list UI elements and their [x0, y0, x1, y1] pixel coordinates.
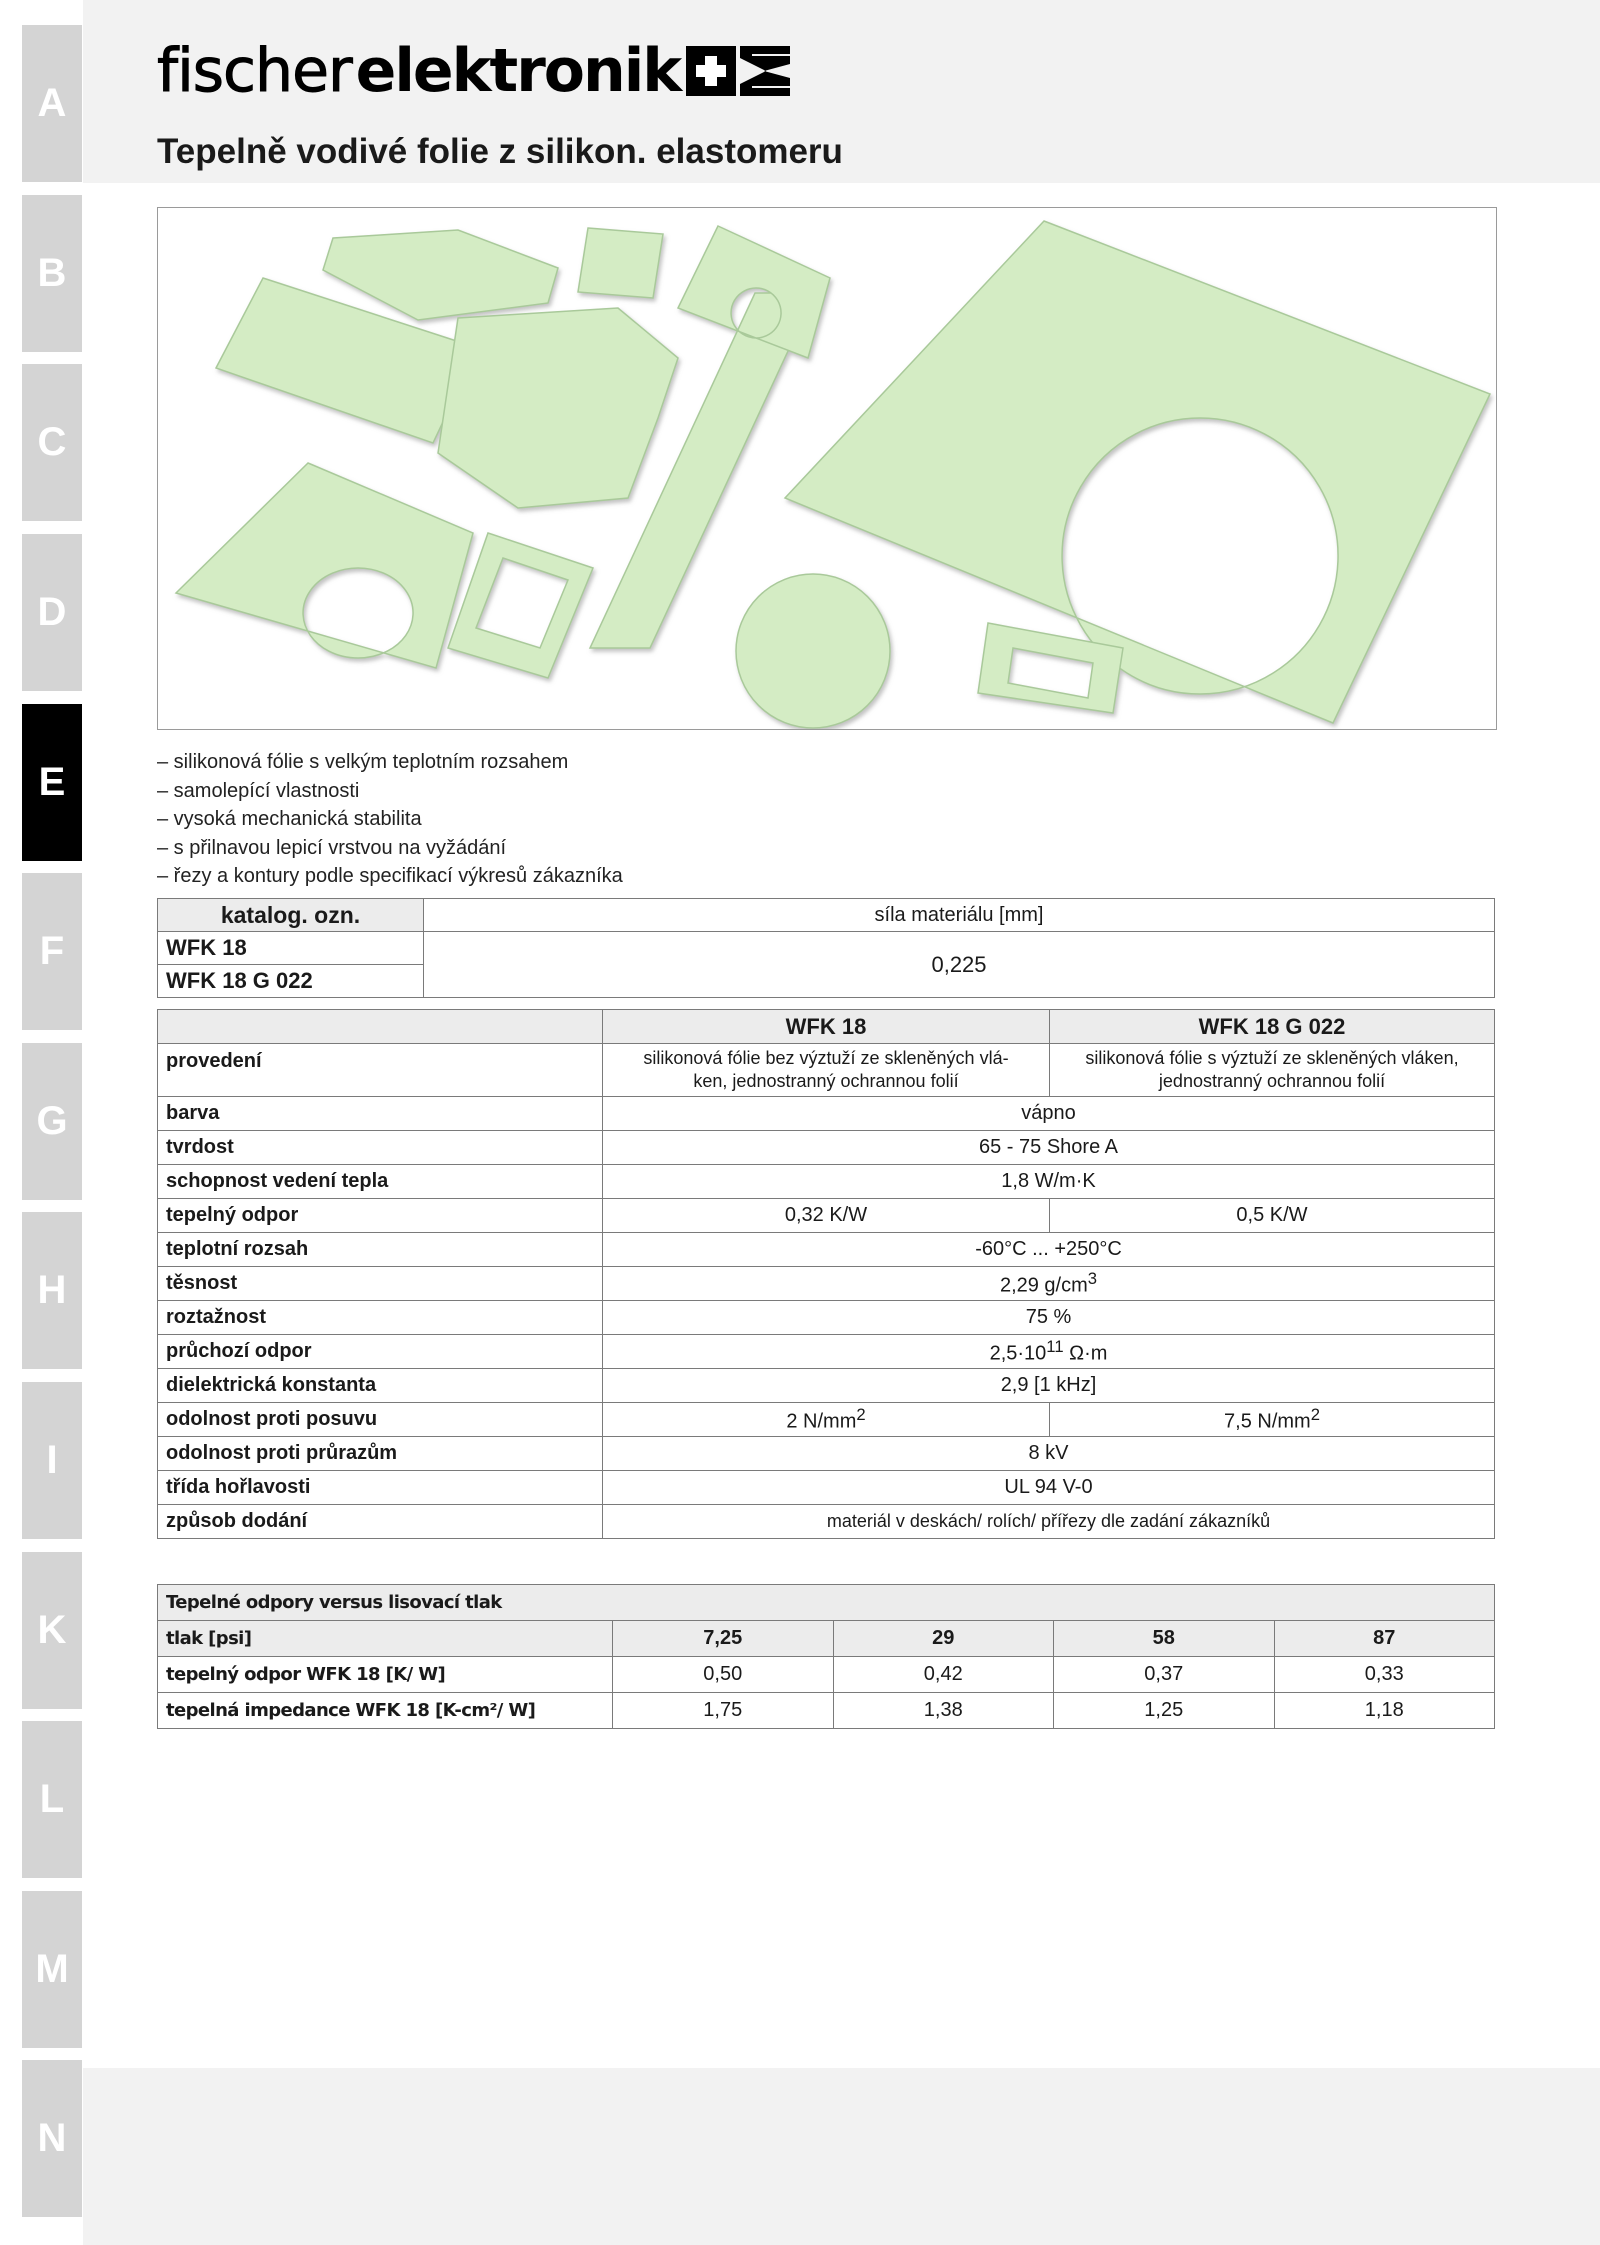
spec-label: průchozí odpor — [158, 1335, 603, 1369]
thermal-pads-illustration — [158, 208, 1496, 729]
spec-value-sup: 11 — [1046, 1337, 1064, 1357]
tab-e[interactable]: E — [22, 704, 82, 861]
tab-k[interactable]: K — [22, 1552, 82, 1709]
spec-label: tvrdost — [158, 1131, 603, 1165]
product-photo — [157, 207, 1497, 730]
spec-label: způsob dodání — [158, 1505, 603, 1539]
spec-table — [157, 1009, 1495, 1539]
spec-corner — [158, 1010, 603, 1044]
spec-value — [1050, 1044, 1495, 1097]
impedance-value: 1,18 — [1274, 1693, 1495, 1729]
spec-value: vápno — [603, 1097, 1495, 1131]
feature-item: – vysoká mechanická stabilita — [157, 808, 422, 830]
tab-g[interactable]: G — [22, 1043, 82, 1200]
tab-h[interactable]: H — [22, 1212, 82, 1369]
feature-item: – samolepící vlastnosti — [157, 779, 360, 802]
page-title: Tepelně vodivé folie z silikon. elastomeru — [157, 132, 843, 171]
catalog-header: katalog. ozn. — [158, 899, 424, 932]
pressure-label: tlak [psi] — [158, 1621, 613, 1657]
spec-value-line: silikonová fólie bez výztuží ze skleněných vlá- — [643, 1048, 1009, 1068]
resistance-value: 0,33 — [1274, 1657, 1495, 1693]
tab-d[interactable]: D — [22, 534, 82, 691]
spec-value: 8 kV — [603, 1437, 1495, 1471]
spec-value — [603, 1335, 1495, 1369]
feature-item: – silikonová fólie s velkým teplotním rozsahem — [157, 751, 569, 773]
tab-i[interactable]: I — [22, 1382, 82, 1539]
tab-n[interactable]: N — [22, 2060, 82, 2217]
feature-item: – s přilnavou lepicí vrstvou na vyžádání — [157, 836, 507, 859]
impedance-value: 1,75 — [613, 1693, 834, 1729]
spec-value: 2,9 [1 kHz] — [603, 1369, 1495, 1403]
spec-value — [603, 1403, 1050, 1437]
spec-value-base: 7,5 N/mm — [1224, 1410, 1311, 1433]
spec-value-line: silikonová fólie s výztuží ze skleněných vláken, — [1085, 1048, 1459, 1068]
spec-label: teplotní rozsah — [158, 1233, 603, 1267]
pressure-value: 58 — [1054, 1621, 1275, 1657]
pressure-table-title: Tepelné odpory versus lisovací tlak — [158, 1585, 1495, 1621]
catalog-item: WFK 18 — [158, 932, 424, 965]
resistance-label: tepelný odpor WFK 18 [K/ W] — [158, 1657, 613, 1693]
spec-value-base: 2,5·10 — [989, 1342, 1047, 1365]
spec-label: dielektrická konstanta — [158, 1369, 603, 1403]
spec-label: tepelný odpor — [158, 1199, 603, 1233]
spec-value — [1050, 1403, 1495, 1437]
spec-value — [603, 1267, 1495, 1301]
spec-label: třída hořlavosti — [158, 1471, 603, 1505]
spec-value-tail: Ω·m — [1063, 1342, 1108, 1365]
spec-col-wfk18g022: WFK 18 G 022 — [1050, 1010, 1495, 1044]
impedance-label: tepelná impedance WFK 18 [K-cm²/ W] — [158, 1693, 613, 1729]
spec-label: schopnost vedení tepla — [158, 1165, 603, 1199]
feature-list — [157, 748, 623, 891]
spec-label: provedení — [158, 1044, 603, 1097]
spec-value-sup: 3 — [1087, 1269, 1098, 1289]
spec-value: -60°C ... +250°C — [603, 1233, 1495, 1267]
spec-col-wfk18: WFK 18 — [603, 1010, 1050, 1044]
tab-c[interactable]: C — [22, 364, 82, 521]
footer-band — [83, 2068, 1600, 2245]
spec-value: 0,32 K/W — [603, 1199, 1050, 1233]
spec-value-sup: 2 — [856, 1405, 866, 1425]
logo-word-fischer: fischer — [157, 36, 352, 106]
tab-b[interactable]: B — [22, 195, 82, 352]
logo-word-elektronik: elektronik — [355, 36, 681, 106]
spec-value: UL 94 V-0 — [603, 1471, 1495, 1505]
tab-m[interactable]: M — [22, 1891, 82, 2048]
tab-l[interactable]: L — [22, 1721, 82, 1878]
spec-label: barva — [158, 1097, 603, 1131]
spec-value: 75 % — [603, 1301, 1495, 1335]
spec-label: roztažnost — [158, 1301, 603, 1335]
brand-logo — [157, 38, 792, 104]
spec-value-base: 2,29 g/cm — [999, 1274, 1088, 1297]
spec-label: odolnost proti průrazům — [158, 1437, 603, 1471]
spec-value: 0,5 K/W — [1050, 1199, 1495, 1233]
resistance-value: 0,42 — [833, 1657, 1054, 1693]
spec-value-line: jednostranný ochrannou folií — [1158, 1071, 1386, 1091]
tab-a[interactable]: A — [22, 25, 82, 182]
spec-value: 65 - 75 Shore A — [603, 1131, 1495, 1165]
thickness-header: síla materiálu [mm] — [424, 899, 1495, 932]
spec-label: těsnost — [158, 1267, 603, 1301]
spec-label: odolnost proti posuvu — [158, 1403, 603, 1437]
spec-value-line: ken, jednostranný ochrannou folií — [693, 1071, 959, 1091]
spec-value-sup: 2 — [1310, 1405, 1320, 1425]
impedance-value: 1,38 — [833, 1693, 1054, 1729]
tab-f[interactable]: F — [22, 873, 82, 1030]
resistance-value: 0,50 — [613, 1657, 834, 1693]
resistance-value: 0,37 — [1054, 1657, 1275, 1693]
spec-value — [603, 1044, 1050, 1097]
pressure-table — [157, 1584, 1495, 1729]
pressure-value: 87 — [1274, 1621, 1495, 1657]
impedance-value: 1,25 — [1054, 1693, 1275, 1729]
arrow-plus-mark-icon — [686, 42, 792, 100]
spec-value-base: 2 N/mm — [786, 1410, 857, 1433]
spec-value: 1,8 W/m·K — [603, 1165, 1495, 1199]
catalog-table — [157, 898, 1495, 998]
thickness-value: 0,225 — [424, 932, 1495, 998]
spec-value: materiál v deskách/ rolích/ přířezy dle zadání zákazníků — [603, 1505, 1495, 1539]
section-tabs — [0, 0, 83, 2245]
catalog-item: WFK 18 G 022 — [158, 965, 424, 998]
pressure-value: 29 — [833, 1621, 1054, 1657]
pressure-value: 7,25 — [613, 1621, 834, 1657]
feature-item: – řezy a kontury podle specifikací výkresů zákazníka — [157, 865, 623, 887]
